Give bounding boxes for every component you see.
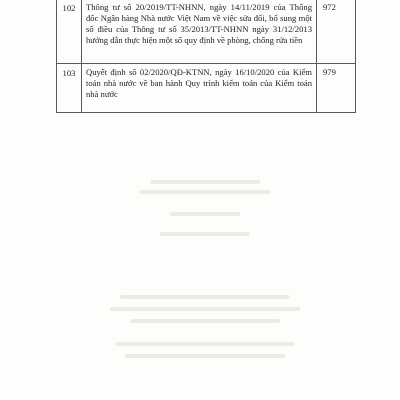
reverse-side-bleed bbox=[0, 150, 400, 400]
row-number: 102 bbox=[57, 0, 82, 64]
page-number: 979 bbox=[317, 64, 356, 113]
row-number: 103 bbox=[57, 64, 82, 113]
document-title: Thông tư số 20/2019/TT-NHNN, ngày 14/11/2019 của Thống đốc Ngân hàng Nhà nước Việt Nam về việc sửa đổi, bổ sung một số điều của Thông tư số 35/2013/TT-NHNN ngày 31/12/2013 hướng dẫn thực hiện một số quy định về phòng, chống rửa tiền bbox=[82, 0, 317, 64]
table-row bbox=[57, 0, 356, 64]
table-row bbox=[57, 64, 356, 113]
document-list-table bbox=[56, 0, 356, 113]
document-title: Quyết định số 02/2020/QĐ-KTNN, ngày 16/10/2020 của Kiểm toán nhà nước về ban hành Quy trình kiểm toán của Kiểm toán nhà nước bbox=[82, 64, 317, 113]
page-number: 972 bbox=[317, 0, 356, 64]
